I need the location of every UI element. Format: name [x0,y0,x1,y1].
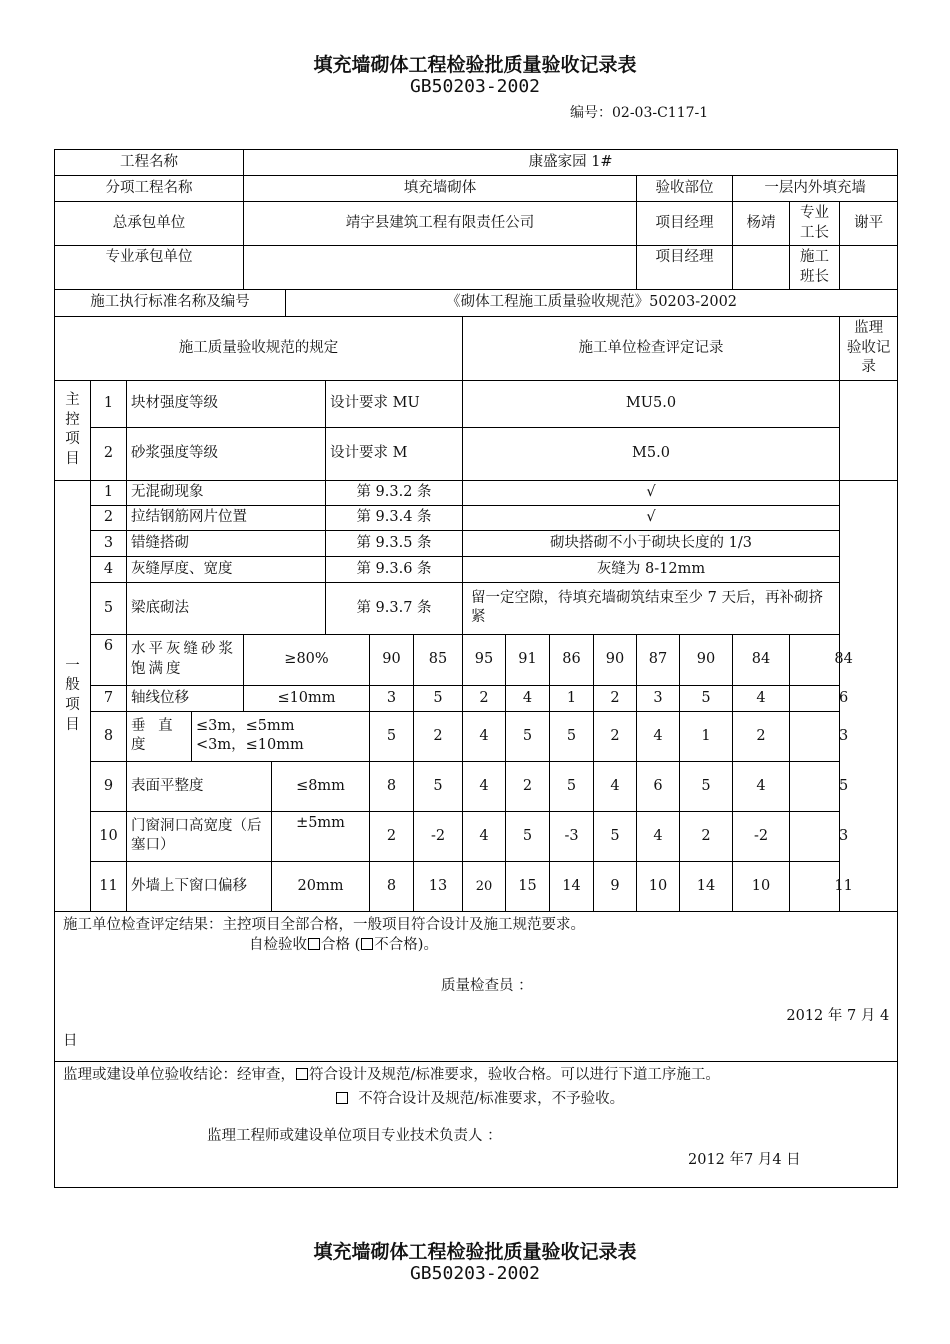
project-manager-2-label: 项目经理 [637,246,733,290]
project-manager-2-value [733,246,790,290]
table-row: 一 般 项 目 1 无混砌现象 第 9.3.2 条 √ [55,480,898,505]
standard-label: 施工执行标准名称及编号 [55,290,286,317]
accept-checkbox[interactable] [296,1068,308,1080]
sub-contractor-value [244,246,637,290]
supervision-column-header: 监理 验收记录 [840,317,898,381]
table-row: 主 控 项 目 1 块材强度等级 设计要求 MU MU5.0 [55,380,898,427]
general-contractor-label: 总承包单位 [55,202,244,246]
accept-part-label: 验收部位 [637,176,733,202]
reject-checkbox[interactable] [336,1092,348,1104]
check-column-header: 施工单位检查评定记录 [463,317,840,381]
spec-column-header: 施工质量验收规范的规定 [55,317,463,381]
team-leader-value [840,246,898,290]
accept-part-value: 一层内外填充墙 [733,176,898,202]
next-page-title: 填充墙砌体工程检验批质量验收记录表 [313,1241,637,1263]
sub-project-value: 填充墙砌体 [244,176,637,202]
general-group-label: 一 般 项 目 [55,480,91,911]
document-number-value: 02-03-C117-1 [612,105,709,121]
document-number: 编号：02-03-C117-1 [570,105,709,121]
general-contractor-value: 靖宇县建筑工程有限责任公司 [244,202,637,246]
table-row: 7 轴线位移 ≤10mm 3 5 2 4 1 2 3 5 4 6 [55,685,898,711]
foreman-value: 谢平 [840,202,898,246]
contractor-result-text: 施工单位检查评定结果：主控项目全部合格，一般项目符合设计及施工规范要求。 [63,916,585,933]
table-row: 5 梁底砌法 第 9.3.7 条 留一定空隙，待填充墙砌筑结束至少 7 天后，再补砌挤紧 [55,582,898,634]
foreman-label: 专业工长 [790,202,840,246]
contractor-result-section: 施工单位检查评定结果：主控项目全部合格，一般项目符合设计及施工规范要求。 自检验收 合格 ( 不合格)。 质量检查员 ： 2012 年 7 月 4 日 [55,911,898,1061]
supervision-conclusion-line1: 监理或建设单位验收结论：经审查， 符合设计及规范/标准要求，验收合格。可以进行下道工序施工。 [63,1066,720,1083]
table-row: 2 砂浆强度等级 设计要求 M M5.0 [55,427,898,480]
supervision-signer-label: 监理工程师或建设单位项目专业技术负责人 ： [207,1128,502,1145]
team-leader-label: 施工班长 [790,246,840,290]
table-row: 10 门窗洞口高宽度（后塞口） ±5mm 2 -2 4 5 -3 5 4 2 -2 3 [55,811,898,861]
table-row: 2 拉结钢筋网片位置 第 9.3.4 条 √ [55,505,898,530]
supervision-date: 2012 年7 月4 日 [688,1151,801,1168]
quality-inspector-label: 质量检查员 ： [441,978,533,995]
contractor-result-date: 2012 年 7 月 4 [786,1007,890,1024]
qualified-checkbox[interactable] [308,938,320,950]
table-row: 8 垂 直 度 ≤3m，≤5mm <3m，≤10mm 5 2 4 5 5 2 4 1 2 3 [55,711,898,761]
unqualified-checkbox[interactable] [361,938,373,950]
supervision-result-section [55,1061,898,1187]
inspection-record-table [54,149,898,1188]
table-row: 11 外墙上下窗口偏移 20mm 8 13 20 15 14 9 10 14 10 11 [55,861,898,911]
next-page-code: GB50203-2002 [409,1263,541,1284]
standard-value: 《砌体工程施工质量验收规范》50203-2002 [286,290,898,317]
table-row: 9 表面平整度 ≤8mm 8 5 4 2 5 4 6 5 4 5 [55,761,898,811]
table-row: 4 灰缝厚度、宽度 第 9.3.6 条 灰缝为 8-12mm [55,556,898,582]
table-row: 3 错缝搭砌 第 9.3.5 条 砌块搭砌不小于砌块长度的 1/3 [55,530,898,556]
standard-code: GB50203-2002 [409,76,541,97]
self-check-line: 自检验收 合格 ( 不合格)。 [249,936,438,953]
main-control-supervision-cell [840,380,898,480]
sub-contractor-label: 专业承包单位 [55,246,244,290]
project-name-label: 工程名称 [55,150,244,176]
table-row: 6 水平灰缝砂浆饱满度 ≥80% 90 85 95 91 86 90 87 90 84 84 [55,634,898,685]
project-manager-value: 杨靖 [733,202,790,246]
supervision-conclusion-line2: 不符合设计及规范/标准要求，不予验收。 [63,1090,889,1110]
main-control-group-label: 主 控 项 目 [55,380,91,480]
page-title: 填充墙砌体工程检验批质量验收记录表 [313,54,637,76]
sub-project-label: 分项工程名称 [55,176,244,202]
project-manager-label: 项目经理 [637,202,733,246]
project-name-value: 康盛家园 1# [244,150,898,176]
